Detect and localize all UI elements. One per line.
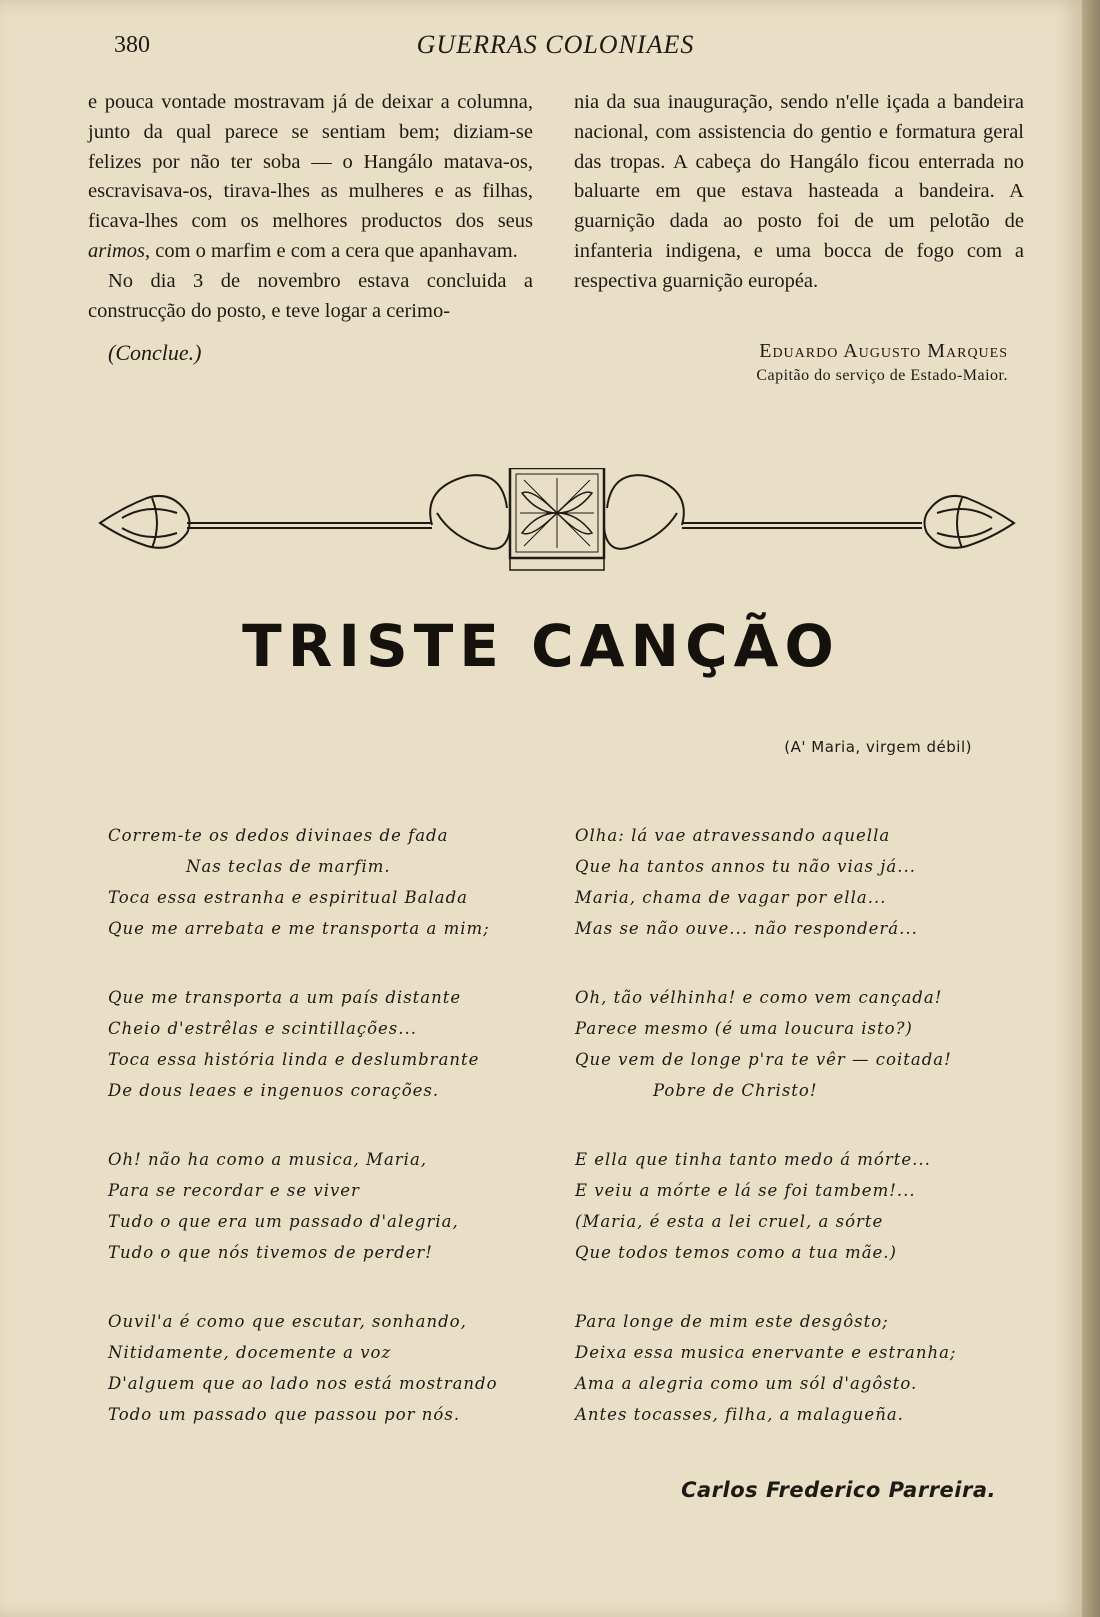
poem-dedication: (A' Maria, virgem débil) — [784, 738, 972, 756]
poem-line: Nas teclas de marfim. — [186, 857, 391, 876]
article-right-column — [574, 88, 1024, 297]
poem-line: D'alguem que ao lado nos está mostrando — [108, 1374, 498, 1393]
emphasis-word: arimos — [88, 239, 145, 262]
poem-stanza — [575, 1306, 1015, 1430]
poem-line: Olha: lá vae atravessando aquella — [575, 826, 891, 845]
running-title: GUERRAS COLONIAES — [416, 30, 695, 59]
poem-line: E ella que tinha tanto medo á mórte... — [575, 1150, 931, 1169]
poem-line: Todo um passado que passou por nós. — [108, 1405, 461, 1424]
poem-stanza — [575, 982, 1015, 1106]
poem-line: Que todos temos como a tua mãe.) — [575, 1243, 897, 1262]
poem-line: Que vem de longe p'ra te vêr — coitada! — [575, 1050, 952, 1069]
article-left-column — [88, 88, 533, 326]
author-role: Capitão do serviço de Estado-Maior. — [756, 367, 1008, 384]
article-paragraph: e pouca vontade mostravam já de deixar a columna, junto da qual parece se sentiam bem; diziam-se felizes por não ter soba — o Hangálo matava-os, escravisava-os, tirava-lhes as mulheres e as filhas, ficava-lhes com os melhores productos dos seus arimos, com o marfim e com a cera que apanhavam. — [88, 91, 533, 262]
poem-line: Tudo o que era um passado d'alegria, — [108, 1212, 459, 1231]
poem-line: Que me arrebata e me transporta a mim; — [108, 919, 490, 938]
poem-line: Parece mesmo (é uma loucura isto?) — [575, 1019, 913, 1038]
page-header — [88, 28, 1023, 64]
poem-stanza — [108, 1306, 528, 1430]
floral-divider-ornament — [92, 468, 1022, 578]
poem-line: Ama a alegria como um sól d'agôsto. — [575, 1374, 918, 1393]
poem-line: Tudo o que nós tivemos de perder! — [108, 1243, 433, 1262]
poem-signature: Carlos Frederico Parreira. — [681, 1478, 996, 1502]
poem-stanza — [108, 1144, 528, 1268]
poem-right-column — [575, 820, 1015, 1468]
poem-line: Correm-te os dedos divinaes de fada — [108, 826, 449, 845]
poem-line: Antes tocasses, filha, a malagueña. — [575, 1405, 904, 1424]
poem-line: Oh! não ha como a musica, Maria, — [108, 1150, 428, 1169]
poem-line: Que ha tantos annos tu não vias já... — [575, 857, 916, 876]
poem-line: Ouvil'a é como que escutar, sonhando, — [108, 1312, 467, 1331]
author-name: Eduardo Augusto Marques — [759, 340, 1008, 362]
poem-line: Cheio d'estrêlas e scintillações... — [108, 1019, 417, 1038]
poem-line: Mas se não ouve... não responderá... — [575, 919, 918, 938]
poem-line: Para longe de mim este desgôsto; — [575, 1312, 889, 1331]
poem-title: TRISTE CANÇÃO — [242, 612, 840, 680]
article-paragraph: nia da sua inauguração, sendo n'elle içada a bandeira nacional, com assistencia do gentio e formatura geral das tropas. A cabeça do Hangálo ficou enterrada no baluarte em que estava hasteada a bandeira. A guarnição dada ao posto foi de um pelotão de infanteria indigena, e uma bocca de fogo com a respectiva guarnição européa. — [574, 91, 1024, 292]
poem-line: Oh, tão vélhinha! e como vem cançada! — [575, 988, 943, 1007]
poem-line: Deixa essa musica enervante e estranha; — [575, 1343, 957, 1362]
poem-line: (Maria, é esta a lei cruel, a sórte — [575, 1212, 884, 1231]
conclude-note: (Conclue.) — [108, 340, 202, 365]
poem-stanza — [108, 820, 528, 944]
poem-line: Para se recordar e se viver — [108, 1181, 360, 1200]
poem-stanza — [108, 982, 528, 1106]
poem-line: Pobre de Christo! — [653, 1081, 818, 1100]
poem-stanza — [575, 820, 1015, 944]
page-edge — [1082, 0, 1100, 1617]
poem-line: Maria, chama de vagar por ella... — [575, 888, 887, 907]
poem-stanza — [575, 1144, 1015, 1268]
poem-line: Toca essa estranha e espiritual Balada — [108, 888, 469, 907]
article-paragraph: No dia 3 de novembro estava concluida a construcção do posto, e teve logar a cerimo- — [88, 269, 533, 322]
poem-line: E veiu a mórte e lá se foi tambem!... — [575, 1181, 916, 1200]
poem-line: Nitidamente, docemente a voz — [108, 1343, 392, 1362]
poem-line: De dous leaes e ingenuos corações. — [108, 1081, 440, 1100]
poem-line: Toca essa história linda e deslumbrante — [108, 1050, 480, 1069]
poem-line: Que me transporta a um país distante — [108, 988, 462, 1007]
page-number: 380 — [114, 32, 150, 58]
article-author — [620, 340, 1008, 385]
poem-left-column — [108, 820, 528, 1468]
